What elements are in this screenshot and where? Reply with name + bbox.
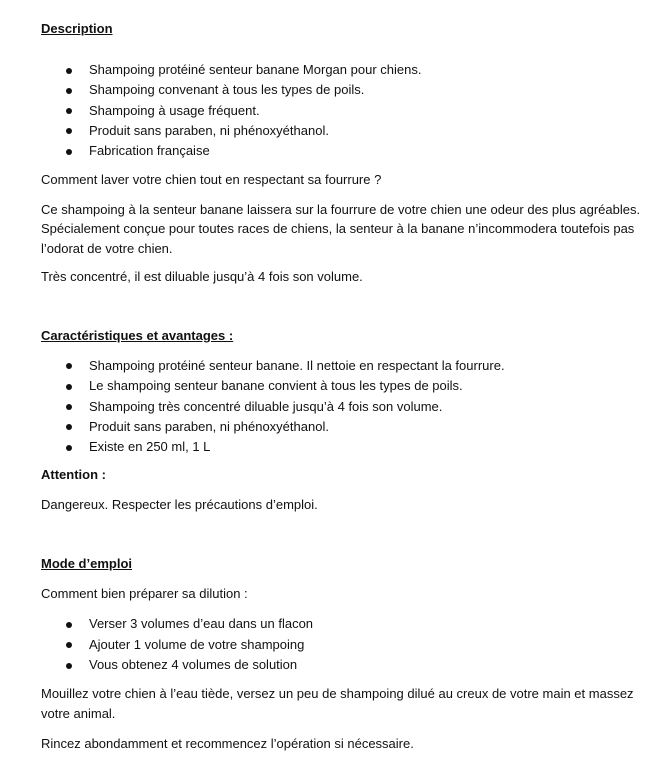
concentration-text: Très concentré, il est diluable jusqu’à 4 fois son volume. bbox=[41, 269, 363, 285]
list-item: Shampoing protéiné senteur banane. Il nettoie en respectant la fourrure. bbox=[41, 356, 651, 376]
list-item: Produit sans paraben, ni phénoxyéthanol. bbox=[41, 417, 651, 437]
list-item: Fabrication française bbox=[41, 141, 651, 161]
list-item: Shampoing protéiné senteur banane Morgan pour chiens. bbox=[41, 60, 651, 80]
description-bullet-list bbox=[41, 60, 651, 161]
list-item: Produit sans paraben, ni phénoxyéthanol. bbox=[41, 121, 651, 141]
list-item: Ajouter 1 volume de votre shampoing bbox=[41, 635, 651, 655]
list-item: Le shampoing senteur banane convient à tous les types de poils. bbox=[41, 376, 651, 396]
list-item: Shampoing convenant à tous les types de poils. bbox=[41, 80, 651, 100]
rinse-text: Rincez abondamment et recommencez l’opération si nécessaire. bbox=[41, 736, 414, 752]
features-heading: Caractéristiques et avantages : bbox=[41, 327, 234, 343]
list-item: Verser 3 volumes d’eau dans un flacon bbox=[41, 614, 651, 634]
list-item: Shampoing à usage fréquent. bbox=[41, 101, 651, 121]
instructions-paragraph: Mouillez votre chien à l’eau tiède, versez un peu de shampoing dilué au creux de votre main et massez votre animal. bbox=[41, 686, 634, 721]
attention-text: Dangereux. Respecter les précautions d’emploi. bbox=[41, 497, 318, 513]
usage-heading: Mode d’emploi bbox=[41, 555, 132, 571]
care-question: Comment laver votre chien tout en respectant sa fourrure ? bbox=[41, 172, 382, 188]
document-page bbox=[41, 20, 651, 754]
attention-label: Attention : bbox=[41, 467, 106, 483]
list-item: Existe en 250 ml, 1 L bbox=[41, 437, 651, 457]
features-bullet-list bbox=[41, 356, 651, 457]
dilution-intro: Comment bien préparer sa dilution : bbox=[41, 585, 248, 601]
description-heading: Description bbox=[41, 21, 113, 36]
list-item: Vous obtenez 4 volumes de solution bbox=[41, 655, 651, 675]
usage-bullet-list bbox=[41, 614, 651, 675]
description-paragraph: Ce shampoing à la senteur banane laissera sur la fourrure de votre chien une odeur des plus agréables. Spécialement conçue pour toutes races de chiens, la senteur à la banane n’incommodera toutefois pas l’odorat de votre chien. bbox=[41, 201, 641, 256]
list-item: Shampoing très concentré diluable jusqu’à 4 fois son volume. bbox=[41, 397, 651, 417]
